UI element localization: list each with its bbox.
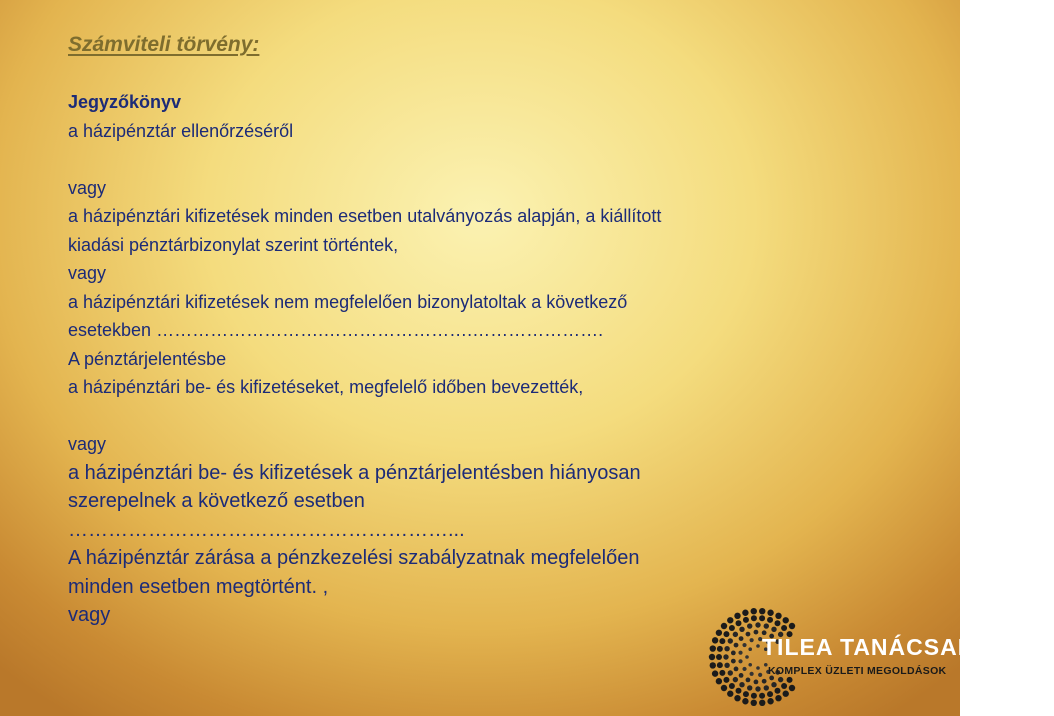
text-line: esetekben ……………………….…………………….…………………. [68,320,604,340]
text-line: …………………………………………………... [68,518,465,541]
text-line: A pénztárjelentésbe [68,348,227,369]
text-line: a házipénztári be- és kifizetések a pénztárjelentésben hiányosan [68,461,641,484]
text-line: a házipénztári be- és kifizetéseket, megfelelő időben bevezették, [68,377,584,397]
text-line: a házipénztári kifizetések nem megfelelően bizonylatoltak a következő [68,291,628,312]
logo-tagline: KOMPLEX ÜZLETI MEGOLDÁSOK [768,665,947,677]
text-line: vagy [68,177,107,198]
heading-line: Jegyzőkönyv [68,92,182,112]
text-line: vagy [68,434,107,454]
text-line: vagy [68,263,107,283]
company-logo [710,604,1054,710]
logo-name: TILEA TANÁCSADÓ KFT. [762,634,1054,660]
text-line: minden esetben megtörtént. , [68,575,329,598]
text-line: A házipénztár zárása a pénzkezelési szabályzatnak megfelelően [68,547,640,569]
text-line: vagy [68,604,111,626]
text-line: a házipénztár ellenőrzéséről [68,120,294,141]
text-line: a házipénztári kifizetések minden esetben utalványozás alapján, a kiállított [68,206,662,226]
blank-line [68,402,768,431]
text-line: szerepelnek a következő esetben [68,490,365,512]
text-line: kiadási pénztárbizonylat szerint történtek, [68,234,399,255]
slide-title: Számviteli törvény: [68,33,260,56]
slide-body [68,88,768,630]
blank-line [68,145,768,174]
